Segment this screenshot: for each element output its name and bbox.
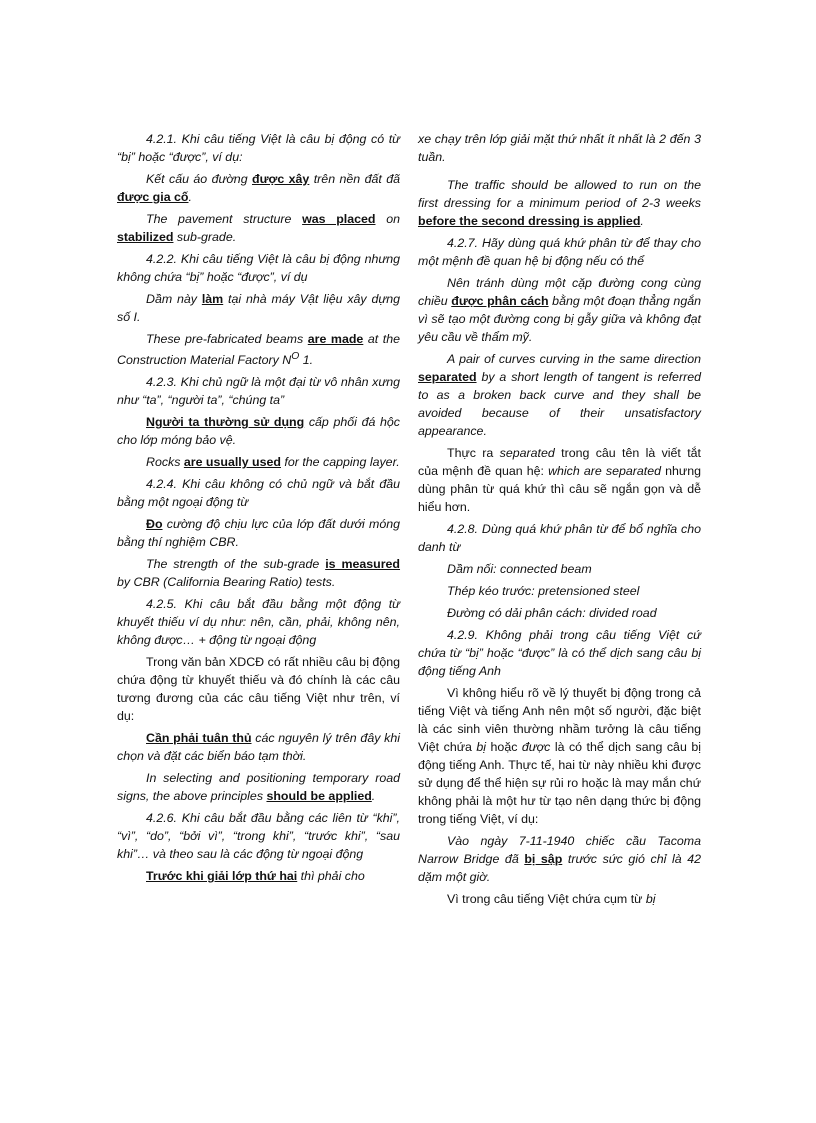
text-run: các nguyên lý trên đây khi chọn và đặt các biển báo tạm thời. (117, 731, 400, 764)
right-column (418, 130, 701, 912)
paragraph (418, 274, 701, 346)
emphasized-phrase: bị sập (524, 852, 563, 866)
text-run: cấp phối đá hộc cho lớp móng bảo vệ. (117, 415, 400, 448)
paragraph (418, 176, 701, 230)
text-run: These pre-fabricated beams (146, 332, 308, 346)
emphasized-phrase: was placed (302, 212, 376, 226)
text-run: trong câu tên là viết tắt của mệnh đề quan hệ: (418, 446, 701, 478)
text-run: by CBR (California Bearing Ratio) tests. (117, 575, 336, 590)
text-run: 4.2.8. Dùng quá khứ phân từ để bổ nghĩa cho danh từ (418, 522, 701, 554)
text-run: A pair of curves curving in the same direction (447, 352, 701, 366)
paragraph (117, 555, 400, 591)
paragraph (117, 595, 400, 649)
text-run: 4.2.7. Hãy dùng quá khứ phân từ để thay cho một mệnh đề quan hệ bị động nếu có thể (418, 236, 701, 268)
text-run: được (521, 740, 551, 754)
text-run: 4.2.3. Khi chủ ngữ là một đại từ vô nhân xưng như “ta”, “người ta”, “chúng ta” (117, 375, 400, 408)
text-run: Trong văn bản XDCĐ có rất nhiều câu bị động chứa động từ khuyết thiếu và đó chính là các câu tương đương của các câu tiếng Việt như trên, ví dụ: (117, 655, 400, 724)
text-run: thì phải cho (297, 869, 365, 884)
text-run: Thực ra (447, 446, 500, 460)
text-run: hoặc (486, 740, 522, 754)
text-run: Vì trong câu tiếng Việt chứa cụm từ (447, 892, 646, 906)
emphasized-phrase: are usually used (183, 455, 281, 470)
paragraph (418, 832, 701, 886)
paragraph (117, 373, 400, 409)
text-run: on (375, 212, 400, 226)
text-run: bị (645, 892, 656, 906)
text-run: xe chạy trên lớp giải mặt thứ nhất ít nhất là 2 đến 3 tuần. (418, 132, 701, 164)
text-run: for the capping layer. (280, 455, 400, 470)
paragraph (418, 350, 701, 440)
paragraph (418, 130, 701, 166)
text-run: bị (476, 740, 487, 754)
paragraph (418, 684, 701, 828)
paragraph (117, 809, 400, 863)
text-run: O (291, 351, 300, 362)
paragraph (117, 170, 400, 206)
text-run: Kết cấu áo đường (146, 172, 252, 186)
text-run: Thép kéo trước: pretensioned steel (447, 584, 640, 598)
text-run: nhưng dùng phân từ quá khứ thì câu sẽ ngắn gọn và dễ hiểu hơn. (418, 464, 701, 514)
text-run: bằng một đoạn thẳng ngắn vì sẽ tạo một đường cong bị gẫy giữa và không đạt yêu cầu về thẩm mỹ. (418, 294, 701, 344)
text-run: by a short length of tangent is referred to as a broken back curve and they shall be avoided because of their unsatisfactory appearance. (418, 370, 701, 438)
text-run: . (188, 190, 192, 204)
paragraph (117, 475, 400, 511)
text-run: tại nhà máy Vật liệu xây dựng số I. (117, 292, 400, 324)
emphasized-phrase: được phân cách (451, 294, 549, 308)
text-run: . (640, 214, 644, 228)
paragraph (418, 604, 701, 622)
paragraph (117, 330, 400, 369)
emphasized-phrase: Trước khi giải lớp thứ hai (146, 869, 298, 884)
text-run: 1. (299, 353, 314, 368)
text-run: The strength of the sub-grade (146, 557, 326, 572)
text-run: 4.2.2. Khi câu tiếng Việt là câu bị động nhưng không chứa “bị” hoặc “được”, ví dụ (117, 252, 400, 284)
text-run: In selecting and positioning temporary road signs, the above principles (117, 771, 400, 804)
emphasized-phrase: được xây (252, 172, 310, 186)
paragraph (117, 453, 400, 471)
paragraph (117, 290, 400, 326)
emphasized-phrase: được gia cố (117, 190, 189, 204)
text-run: cường độ chịu lực của lớp đất dưới móng bằng thí nghiệm CBR. (117, 517, 400, 550)
paragraph (418, 444, 701, 516)
paragraph (418, 890, 701, 908)
text-run: Vì không hiểu rõ về lý thuyết bị động trong cả tiếng Việt và tiếng Anh nên một số người, đặc biệt là các sinh viên thường nhầm tưởng là câu tiếng Việt chứa (418, 686, 701, 754)
text-run: 4.2.9. Không phải trong câu tiếng Việt cứ chứa từ “bị” hoặc “được” là có thể dịch sang câu bị động tiếng Anh (418, 628, 701, 678)
text-run: . (371, 789, 376, 804)
emphasized-phrase: before the second dressing is applied (418, 214, 641, 228)
paragraph (117, 250, 400, 286)
text-run: The pavement structure (146, 212, 303, 226)
paragraph (418, 560, 701, 578)
text-run: separated (499, 446, 555, 460)
paragraph (418, 520, 701, 556)
emphasized-phrase: are made (307, 332, 364, 346)
paragraph (418, 626, 701, 680)
emphasized-phrase: should be applied (266, 789, 372, 804)
emphasized-phrase: Cần phải tuân thủ (146, 731, 252, 746)
paragraph (117, 515, 400, 551)
emphasized-phrase: Đo (146, 517, 163, 532)
text-run: 4.2.6. Khi câu bắt đầu bằng các liên từ “khi”, “vì”, “do”, “bởi vì”, “trong khi”, “trước khi”, “sau khi”… và theo sau là các động từ ngoại động (117, 811, 400, 862)
text-run: which are separated (548, 464, 662, 478)
text-run: Vào ngày 7-11-1940 chiếc cầu Tacoma Narrow Bridge đã (418, 834, 701, 866)
paragraph (117, 729, 400, 765)
text-run: Dầm này (146, 292, 202, 306)
text-run: 4.2.4. Khi câu không có chủ ngữ và bắt đầu bằng một ngoại động từ (117, 477, 400, 510)
text-run: The traffic should be allowed to run on the first dressing for a minimum period of 2-3 weeks (418, 178, 701, 210)
text-run: Rocks (146, 455, 184, 470)
text-run: at the Construction Material Factory N (117, 332, 400, 368)
text-run: sub-grade. (173, 230, 237, 244)
paragraph (117, 653, 400, 725)
paragraph (117, 130, 400, 166)
text-run: trước sức gió chỉ là 42 dặm một giờ. (418, 852, 701, 884)
paragraph (117, 867, 400, 885)
emphasized-phrase: stabilized (117, 230, 174, 244)
paragraph (117, 413, 400, 449)
paragraph (117, 210, 400, 246)
text-run: Đường có dải phân cách: divided road (447, 606, 657, 620)
text-run: Nên tránh dùng một cặp đường cong cùng chiều (418, 276, 701, 308)
paragraph (418, 582, 701, 600)
paragraph (117, 769, 400, 805)
text-run: Dầm nối: connected beam (447, 562, 592, 576)
emphasized-phrase: separated (418, 370, 477, 384)
emphasized-phrase: làm (201, 292, 224, 306)
paragraph (418, 234, 701, 270)
text-run: trên nền đất đã (309, 172, 400, 186)
text-run: 4.2.5. Khi câu bắt đầu bằng một động từ khuyết thiếu ví dụ như: nên, cần, phải, không nên, không được… + động từ ngoại động (117, 597, 400, 648)
text-run: là có thể dịch sang câu bị động tiếng Anh. Thực tế, hai từ này nhiều khi được sử dụng để thể hiện sự rủi ro hoặc là may mắn chứ không phải là một hư từ tạo nên dạng thức bị động trong tiếng Việt, ví dụ: (418, 740, 701, 826)
emphasized-phrase: Người ta thường sử dụng (146, 415, 305, 430)
left-column (117, 130, 400, 889)
emphasized-phrase: is measured (325, 557, 401, 572)
text-run: 4.2.1. Khi câu tiếng Việt là câu bị động có từ “bị” hoặc “được”, ví dụ: (117, 132, 400, 164)
